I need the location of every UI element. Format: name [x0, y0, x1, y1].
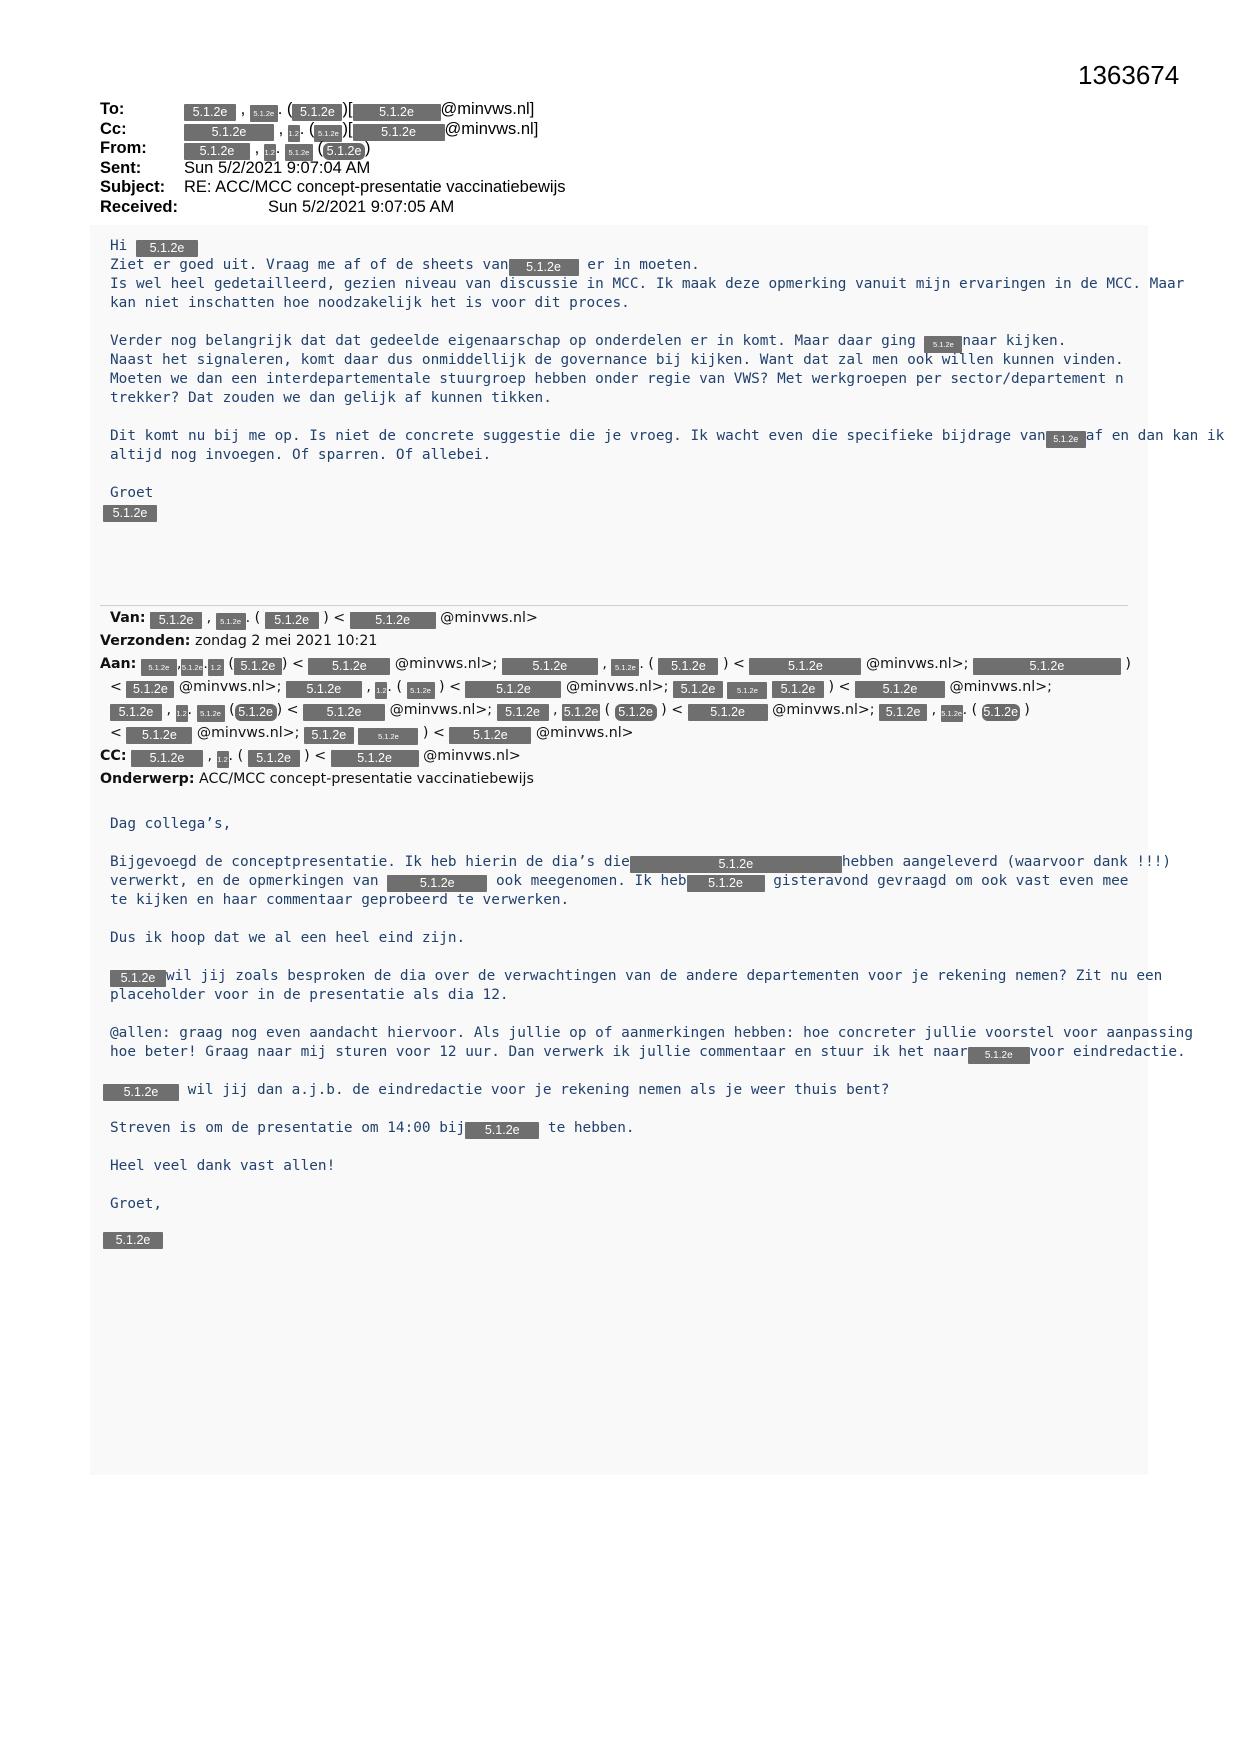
redaction: 5.1.2e: [941, 705, 963, 722]
redaction: 5.1.2e: [292, 104, 342, 121]
redaction: 5.1.2e: [353, 124, 445, 141]
reply-line: Is wel heel gedetailleerd, gezien niveau van discussie in MCC. Ik maak deze opmerking vanuit mijn ervaringen in de MCC. Maar: [110, 276, 1185, 292]
text: <: [110, 725, 122, 741]
fwd-aan-row-2: < 5.1.2e @minvws.nl>; 5.1.2e , 1.2. ( 5.1.2e ) < 5.1.2e @minvws.nl>; 5.1.2e 5.1.2e 5.1.2e ) < 5.1.2e @minvws.nl>;: [110, 676, 1052, 700]
redaction: 5.1.2e: [879, 704, 927, 721]
text: @minvws.nl>;: [565, 679, 669, 695]
reply-line: Moeten we dan een interdepartementale stuurgroep hebben onder regie van VWS? Met werkgroepen per sector/departement n: [110, 371, 1124, 387]
reply-line: altijd nog invoegen. Of sparren. Of allebei.: [110, 447, 492, 463]
to-label: To:: [100, 100, 125, 118]
text: voor eindredactie.: [1029, 1044, 1186, 1060]
from-label: From:: [100, 139, 147, 157]
body-line: [110, 967, 1162, 987]
text: <: [432, 725, 445, 741]
text: @minvws.nl>: [423, 748, 521, 764]
redaction: 5.1.2e: [265, 612, 319, 629]
text: ook meegenomen. Ik heb: [495, 873, 687, 889]
redaction: 5.1.2e: [314, 125, 342, 142]
message-body-background: [90, 225, 1148, 1475]
redaction: 5.1.2e: [184, 124, 274, 141]
redaction: 5.1.2e: [749, 658, 861, 675]
body-line: [110, 872, 1128, 892]
document-number: 1363674: [1078, 60, 1180, 90]
redaction: 5.1.2e: [658, 658, 718, 675]
text: wil jij zoals besproken de dia over de verwachtingen van de andere departementen voor je rekening nemen? Zit nu een: [166, 968, 1163, 984]
text: <: [291, 656, 304, 672]
separator-line: [100, 605, 1128, 606]
body-line: Heel veel dank vast allen!: [110, 1158, 336, 1174]
reply-line: [110, 332, 1066, 353]
fwd-onderwerp-row: [100, 768, 534, 792]
to-row: To: 5.1.2e , 5.1.2e . ( 5.1.2e )[ 5.1.2e @minvws.nl]: [100, 100, 566, 120]
cc-label: CC:: [100, 748, 127, 764]
redaction: 5.1.2e: [688, 704, 768, 721]
redaction: 5.1.2e: [502, 658, 598, 675]
body-line: te kijken en haar commentaar geprobeerd te verwerken.: [110, 892, 570, 908]
body-signoff: Groet,: [110, 1196, 162, 1212]
text: hebben aangeleverd (waarvoor dank !!!): [841, 854, 1172, 870]
redaction: 5.1.2e: [465, 681, 561, 698]
cc-domain: @minvws.nl]: [444, 119, 539, 138]
text: <: [110, 679, 122, 695]
redaction: 5.1.2e: [103, 1232, 163, 1249]
body-line: [110, 853, 1171, 873]
cc-row: Cc: 5.1.2e , 1.2. ( 5.1.2e )[ 5.1.2e @minvws.nl]: [100, 120, 566, 140]
redaction: 5.1.2e: [304, 727, 354, 744]
redaction: 5.1.2e: [611, 659, 639, 676]
text: <: [838, 679, 851, 695]
redaction: 1.2: [288, 125, 300, 142]
text: @minvws.nl>;: [178, 679, 282, 695]
text: @minvws.nl>;: [389, 702, 493, 718]
received-label: Received:: [100, 197, 178, 216]
redaction: 5.1.2e: [110, 704, 162, 721]
redaction: 5.1.2e: [673, 681, 723, 698]
reply-signature: [103, 502, 157, 522]
onderwerp-label: Onderwerp:: [100, 771, 195, 787]
onderwerp-value: ACC/MCC concept-presentatie vaccinatiebewijs: [199, 771, 534, 787]
redaction: 5.1.2e: [181, 659, 203, 676]
subject-value: RE: ACC/MCC concept-presentatie vaccinatiebewijs: [184, 178, 566, 196]
redaction: 1.2: [176, 705, 188, 722]
redaction: 5.1.2e: [727, 682, 767, 699]
text: <: [733, 656, 745, 672]
reply-line: [110, 256, 700, 276]
reply-line: [110, 427, 1224, 448]
text: <: [286, 702, 299, 718]
fwd-van-row: Van: 5.1.2e , 5.1.2e . ( 5.1.2e ) < 5.1.2e @minvws.nl>: [110, 607, 538, 631]
redaction: 5.1.2e: [303, 704, 385, 721]
redaction: 5.1.2e: [465, 1122, 539, 1139]
text: Ziet er goed uit. Vraag me af of de sheets van: [110, 257, 509, 273]
redaction: 5.1.2e: [286, 681, 362, 698]
redaction: 5.1.2e: [141, 659, 177, 676]
redaction: 5.1.2e: [323, 143, 365, 160]
text: @minvws.nl>: [440, 610, 538, 626]
redaction: 5.1.2e: [103, 1084, 179, 1101]
body-line: @allen: graag nog even aandacht hiervoor. Als jullie op of aanmerkingen hebben: hoe concreter jullie voorstel voor aanpassing: [110, 1025, 1193, 1041]
text: naar kijken.: [962, 333, 1067, 349]
redaction: 5.1.2e: [331, 750, 419, 767]
redaction: 1.2: [208, 659, 224, 676]
redaction: 5.1.2e: [687, 875, 765, 892]
body-line: [103, 1081, 889, 1101]
redaction: 5.1.2e: [126, 681, 174, 698]
verzonden-value: zondag 2 mei 2021 10:21: [195, 633, 378, 649]
text: te hebben.: [547, 1120, 635, 1136]
redaction: 5.1.2e: [234, 658, 282, 675]
fwd-verzonden-row: [100, 630, 377, 654]
text: <: [449, 679, 461, 695]
redaction: 5.1.2e: [216, 613, 246, 630]
text: @minvws.nl>;: [772, 702, 875, 718]
body-greeting: Dag collega’s,: [110, 816, 232, 832]
redaction: 5.1.2e: [250, 105, 278, 122]
fwd-aan-row-3: 5.1.2e , 1.2. 5.1.2e ( 5.1.2e ) < 5.1.2e @minvws.nl>; 5.1.2e , 5.1.2e ( 5.1.2e ) < 5.1.2e @minvws.nl>; 5.1.2e , 5.1.2e. ( 5.1.2e ): [110, 699, 1030, 723]
received-row: [100, 198, 566, 218]
redaction: 1.2: [264, 144, 276, 161]
reply-line: trekker? Dat zouden we dan gelijk af kunnen tikken.: [110, 390, 552, 406]
redaction: 5.1.2e: [197, 705, 225, 722]
redaction: 5.1.2e: [615, 704, 657, 721]
fwd-aan-row: Aan: 5.1.2e ,5.1.2e. 1.2 ( 5.1.2e ) < 5.1.2e @minvws.nl>; 5.1.2e , 5.1.2e . ( 5.1.2e ) < 5.1.2e @minvws.nl>; 5.1.2e ): [100, 653, 1131, 677]
sent-value: Sun 5/2/2021 9:07:04 AM: [184, 158, 371, 177]
reply-signoff: Groet: [110, 485, 154, 501]
subject-label: Subject:: [100, 178, 166, 196]
fwd-aan-row-4: < 5.1.2e @minvws.nl>; 5.1.2e 5.1.2e ) < 5.1.2e @minvws.nl>: [110, 722, 634, 746]
fwd-cc-row: CC: 5.1.2e , 1.2. ( 5.1.2e ) < 5.1.2e @minvws.nl>: [100, 745, 521, 769]
redaction: 5.1.2e: [285, 144, 313, 161]
text: Dit komt nu bij me op. Is niet de concrete suggestie die je vroeg. Ik wacht even die specifieke bijdrage van: [110, 428, 1046, 444]
body-line: [110, 1119, 635, 1139]
redaction: 5.1.2e: [150, 612, 202, 629]
redaction: 5.1.2e: [308, 658, 390, 675]
redaction: 5.1.2e: [449, 727, 531, 744]
text: <: [314, 748, 327, 764]
text: Bijgevoegd de conceptpresentatie. Ik heb hierin de dia’s die: [110, 854, 630, 870]
text: er in moeten.: [587, 257, 700, 273]
redaction: 5.1.2e: [968, 1047, 1030, 1064]
from-row: From: 5.1.2e , 1.2. 5.1.2e ( 5.1.2e ): [100, 139, 566, 159]
text: @minvws.nl>: [535, 725, 634, 741]
text: hoe beter! Graag naar mij sturen voor 12 uur. Dan verwerk ik jullie commentaar en stuur ik het naar: [110, 1044, 968, 1060]
text: gisteravond gevraagd om ook vast even mee: [773, 873, 1129, 889]
redaction: 5.1.2e: [855, 681, 945, 698]
body-line: placeholder voor in de presentatie als dia 12.: [110, 987, 509, 1003]
body-signature: [103, 1229, 163, 1249]
redaction: 5.1.2e: [358, 728, 418, 745]
redaction: 5.1.2e: [126, 727, 192, 744]
redaction: 5.1.2e: [563, 705, 599, 719]
redaction: 5.1.2e: [110, 970, 166, 987]
redaction: 5.1.2e: [131, 750, 203, 767]
text: <: [671, 702, 684, 718]
aan-label: Aan:: [100, 656, 137, 672]
text: verwerkt, en de opmerkingen van: [110, 873, 379, 889]
redaction: 5.1.2e: [248, 750, 300, 767]
redaction: 5.1.2e: [497, 704, 549, 721]
to-domain: @minvws.nl]: [440, 100, 535, 118]
cc-label: Cc:: [100, 119, 127, 138]
redaction: 5.1.2e: [509, 259, 579, 276]
redaction: 5.1.2e: [407, 682, 435, 699]
text: af en dan kan ik: [1085, 428, 1225, 444]
verzonden-label: Verzonden:: [100, 633, 191, 649]
greeting-text: Hi: [110, 238, 128, 254]
redaction: 5.1.2e: [350, 612, 436, 629]
email-header: [100, 100, 566, 217]
redaction: 5.1.2e: [387, 875, 487, 892]
van-label: Van:: [110, 610, 146, 626]
redaction: 5.1.2e: [136, 240, 198, 257]
text: @minvws.nl>;: [394, 656, 498, 672]
redaction: 1.2: [217, 751, 229, 768]
text: @minvws.nl>;: [949, 679, 1052, 695]
received-value: Sun 5/2/2021 9:07:05 AM: [268, 197, 455, 216]
reply-line: Naast het signaleren, komt daar dus onmiddellijk de governance bij kijken. Want dat zal men ook willen kunnen vinden.: [110, 352, 1124, 368]
text: Streven is om de presentatie om 14:00 bij: [110, 1120, 466, 1136]
text: wil jij dan a.j.b. de eindredactie voor je rekening nemen als je weer thuis bent?: [187, 1082, 890, 1098]
text: @minvws.nl>;: [865, 656, 969, 672]
redaction: 5.1.2e: [184, 143, 250, 160]
redaction: 5.1.2e: [353, 104, 441, 121]
redaction: 5.1.2e: [630, 856, 842, 873]
redaction: 5.1.2e: [772, 681, 824, 698]
sent-row: [100, 159, 566, 179]
text: Verder nog belangrijk dat dat gedeelde eigenaarschap op onderdelen er in komt. Maar daar ging: [110, 333, 916, 349]
reply-line: kan niet inschatten hoe noodzakelijk het is voor dit proces.: [110, 295, 630, 311]
text: @minvws.nl>;: [196, 725, 300, 741]
redaction: 5.1.2e: [235, 704, 277, 721]
redaction: 5.1.2e: [973, 658, 1121, 675]
text: <: [333, 610, 346, 626]
redaction: 1.2: [375, 682, 387, 699]
redaction: 5.1.2e: [1046, 431, 1086, 448]
redaction: 5.1.2e: [983, 705, 1019, 719]
redaction: 5.1.2e: [103, 505, 157, 522]
redaction: 5.1.2e: [924, 336, 962, 353]
subject-row: [100, 178, 566, 198]
body-line: [110, 1043, 1186, 1064]
reply-greeting: [110, 237, 198, 257]
body-line: Dus ik hoop dat we al een heel eind zijn.: [110, 930, 466, 946]
sent-label: Sent:: [100, 158, 142, 177]
redaction: 5.1.2e: [184, 104, 236, 121]
